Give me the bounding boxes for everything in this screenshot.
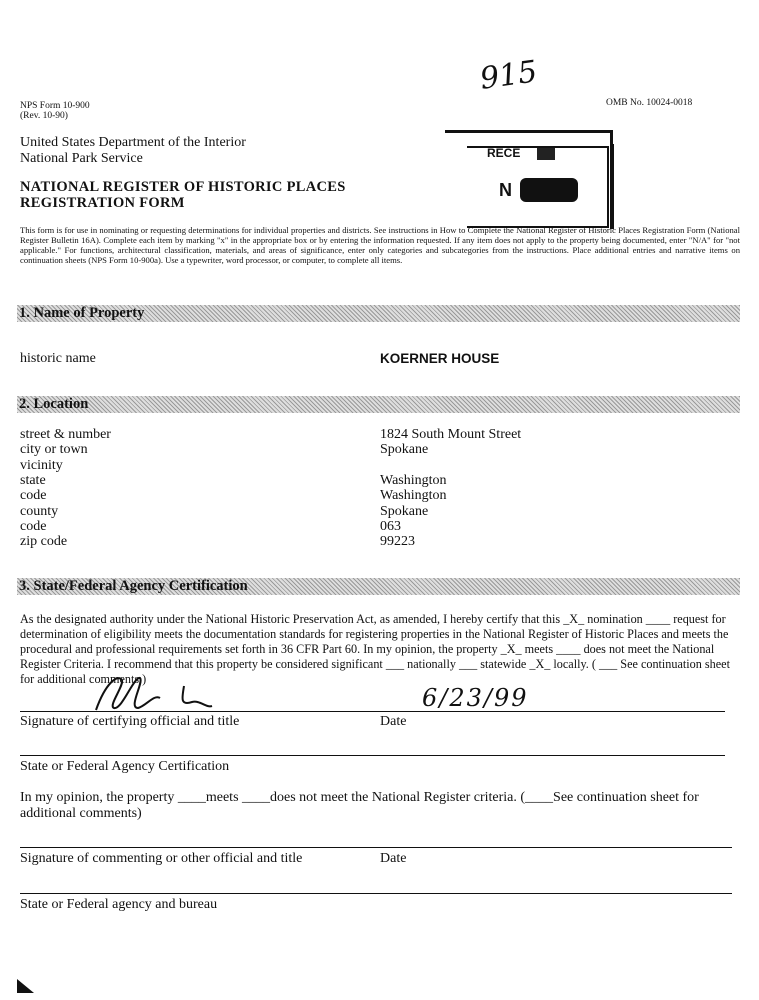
section-3-heading: 3. State/Federal Agency Certification <box>19 578 248 594</box>
certification-text: As the designated authority under the National Historic Preservation Act, as amended, I hereby certify that this _X_ nomination ____ request for determination of eligibility meets the documentation standards for registering properties in the National Register of Historic Places and meets the procedural and professional requirements set forth in 36 CFR Part 60. In my opinion, the property _X_ meets ____ does not meet the National Register Criteria. I recommend that this property be considered significant ___ nationally ___ statewide _X_ locally. ( ___ See continuation sheet for additional comments.) <box>20 612 730 686</box>
commenting-date-label: Date <box>380 851 407 866</box>
section-2-heading: 2. Location <box>19 396 89 412</box>
bureau-label: State or Federal agency and bureau <box>20 897 218 912</box>
intro-instructions: This form is for use in nominating or requesting determinations for individual properties and districts. See instructions in How to Complete the National Register of Historic Places Registration Form (National Register Bulletin 16A). Complete each item by marking "x" in the appropriate box or by entering the information requested. If any item does not apply to the property being documented, enter "N/A" for "not applicable." For functions, architectural classification, materials, and areas of significance, enter only categories and subcategories from the instructions. Place additional entries and narrative items on continuation sheets (NPS Form 10-900a). Use a typewriter, word processor, or computer, to complete all items. <box>20 225 740 265</box>
location-value: Washington <box>380 472 447 488</box>
location-label: state <box>20 472 46 488</box>
opinion-text: In my opinion, the property ____meets ____does not meet the National Register criteria. (____See continuation sheet for additional comments) <box>20 790 699 821</box>
omb-number: OMB No. 10024-0018 <box>606 98 693 108</box>
commenting-official-label: Signature of commenting or other official and title <box>20 851 303 866</box>
agency-certification-label: State or Federal Agency Certification <box>20 759 230 774</box>
date-label: Date <box>380 714 407 729</box>
location-value: Spokane <box>380 503 429 519</box>
corner-arrow-icon <box>17 979 34 993</box>
stamp-text-1: RECE <box>487 146 521 160</box>
signature-scribble <box>88 672 218 714</box>
historic-name-value: KOERNER HOUSE <box>380 351 500 366</box>
section-2-bar <box>17 396 740 413</box>
commenting-line <box>20 847 732 848</box>
signature-label: Signature of certifying official and title <box>20 714 240 729</box>
signature-line <box>20 711 725 712</box>
location-label: code <box>20 488 47 504</box>
service: National Park Service <box>20 151 143 166</box>
location-label: city or town <box>20 442 88 458</box>
stamp-text-2: N <box>499 180 512 200</box>
location-value: Spokane <box>380 442 429 458</box>
handwritten-number: 915 <box>477 54 540 97</box>
form-title-line1: NATIONAL REGISTER OF HISTORIC PLACES <box>20 179 346 195</box>
form-title-line2: REGISTRATION FORM <box>20 195 185 211</box>
agency-line <box>20 755 725 756</box>
location-label: vicinity <box>20 457 63 473</box>
section-3-bar <box>17 578 740 595</box>
section-1-heading: 1. Name of Property <box>19 305 145 321</box>
location-value: 1824 South Mount Street <box>380 427 522 442</box>
bureau-line <box>20 893 732 894</box>
location-label: zip code <box>20 534 68 550</box>
location-label: code <box>20 518 47 534</box>
form-number: NPS Form 10-900 <box>20 101 90 111</box>
location-value: 063 <box>380 518 401 534</box>
historic-name-label: historic name <box>20 351 96 366</box>
section-1-bar <box>17 305 740 322</box>
location-value: Washington <box>380 488 447 504</box>
form-rev: (Rev. 10-90) <box>20 111 68 121</box>
location-label: street & number <box>20 427 111 442</box>
received-stamp <box>445 130 615 235</box>
department: United States Department of the Interior <box>20 135 246 150</box>
signed-date: 6/23/99 <box>422 684 529 712</box>
location-value: 99223 <box>380 534 415 550</box>
location-label: county <box>20 503 59 519</box>
